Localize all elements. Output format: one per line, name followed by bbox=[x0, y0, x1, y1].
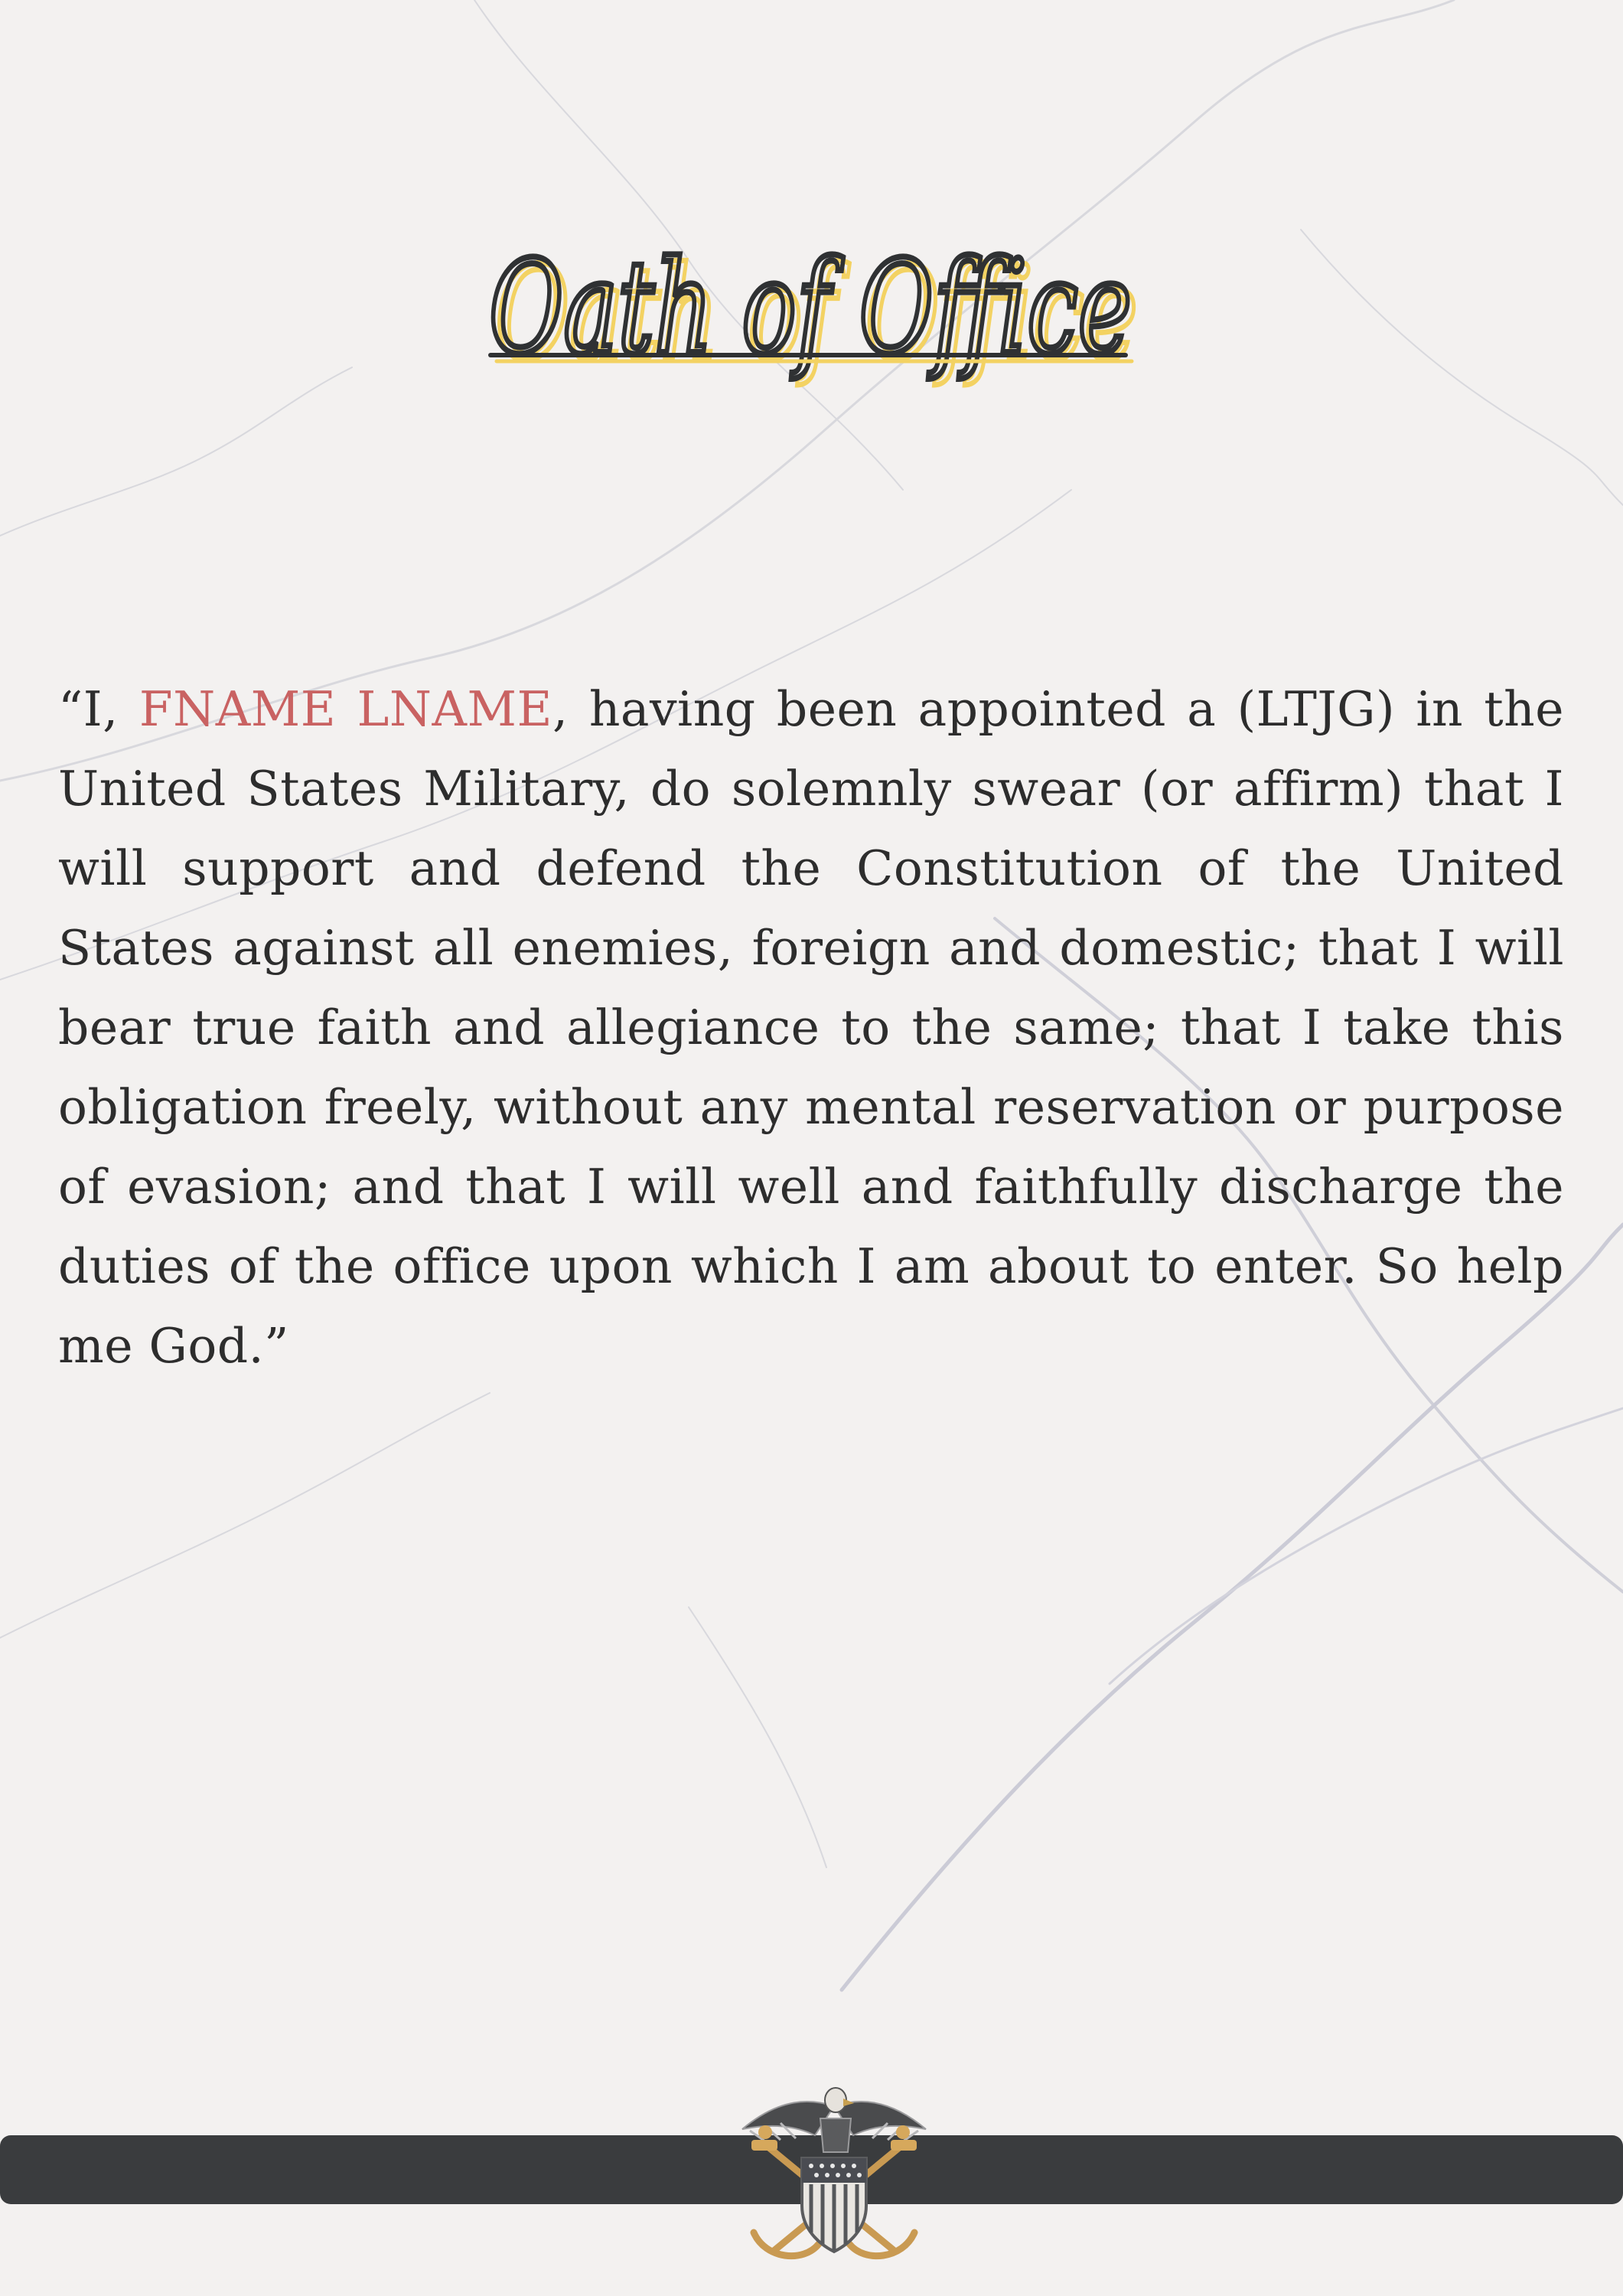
oath-body: , having been appointed a (LTJG) in the United States Military, do solemnly swear (or affirm) that I will support and defend the Constitution of the United States against all enemies, foreign and domestic; that I will bear true faith and allegiance to the same; that I take this obligation freely, without any mental reservation or purpose of evasion; and that I will well and faithfully discharge the duties of the office upon which I am about to enter. So help me God.” bbox=[58, 681, 1565, 1374]
oath-opening: “I, bbox=[58, 681, 139, 737]
document-title-text: Oath of Office bbox=[488, 233, 1132, 383]
oath-text bbox=[58, 670, 1564, 1386]
naval-officer-insignia-icon bbox=[735, 2076, 934, 2267]
oath-name: FNAME LNAME bbox=[139, 681, 552, 737]
document-title bbox=[460, 191, 1164, 444]
document-title-block bbox=[0, 191, 1623, 444]
document-title-highlight: Oath of Office bbox=[494, 239, 1138, 389]
